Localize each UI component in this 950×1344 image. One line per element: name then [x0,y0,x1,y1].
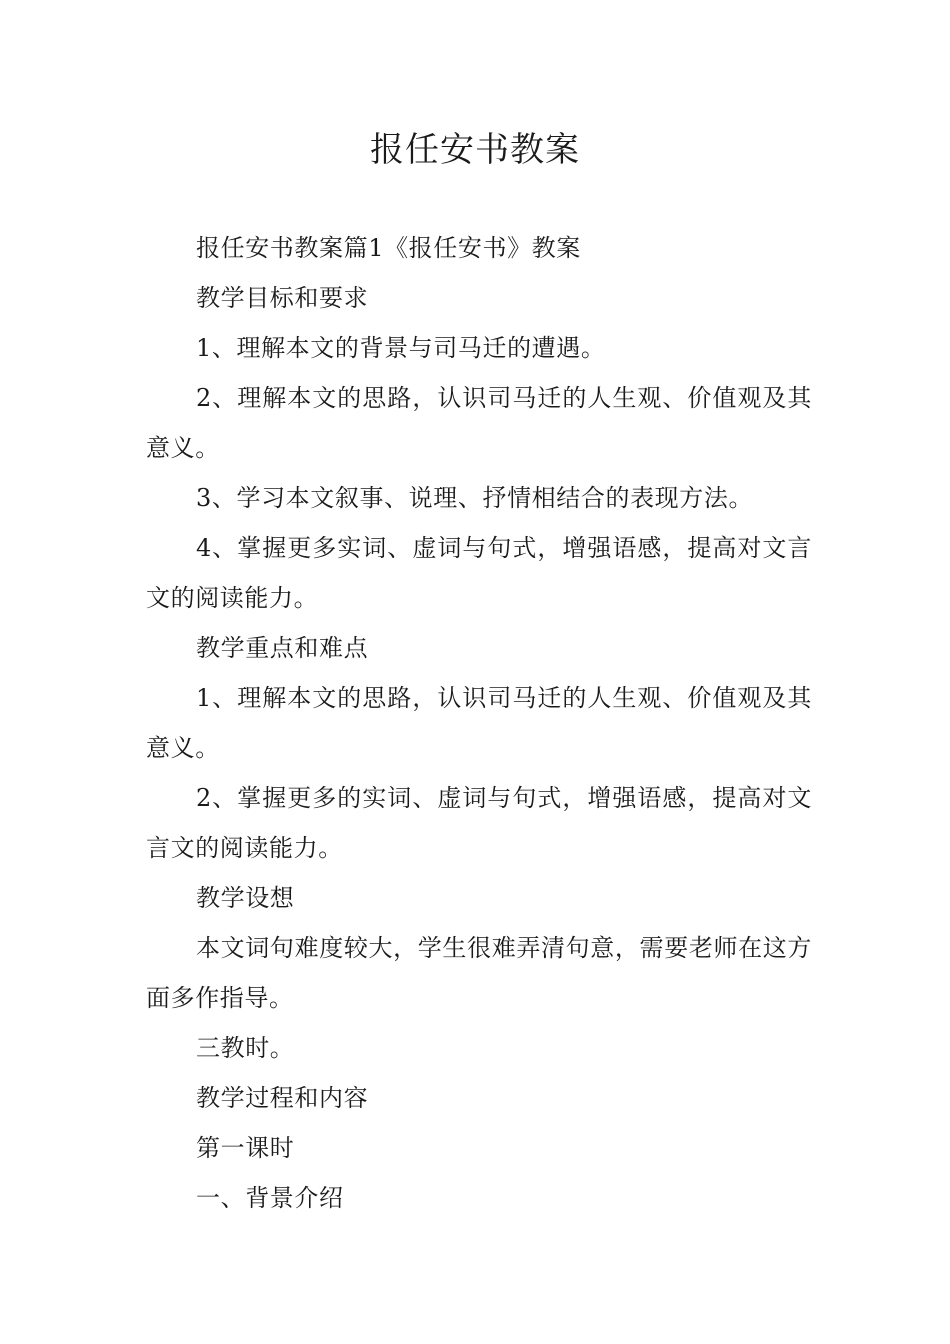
section-heading-key-points: 教学重点和难点 [196,634,369,662]
paragraph-heading: 报任安书教案篇1《报任安书》教案 [196,234,581,262]
paragraph-goal-2: 2、理解本文的思路，认识司马迁的人生观、价值观及其意义。 [146,384,812,462]
section-heading-design: 教学设想 [196,884,295,912]
paragraph-first-lesson: 第一课时 [196,1134,295,1162]
document-title: 报任安书教案 [370,130,580,170]
paragraph-goal-4: 4、掌握更多实词、虚词与句式，增强语感，提高对文言文的阅读能力。 [146,534,812,612]
paragraph-key-point-1: 1、理解本文的思路，认识司马迁的人生观、价值观及其意义。 [146,684,812,762]
paragraph-background-intro: 一、背景介绍 [196,1184,344,1212]
paragraph-key-point-2: 2、掌握更多的实词、虚词与句式，增强语感，提高对文言文的阅读能力。 [146,784,812,862]
paragraph-goal-1: 1、理解本文的背景与司马迁的遭遇。 [196,334,606,362]
section-heading-goals: 教学目标和要求 [196,284,369,312]
paragraph-goal-3: 3、学习本文叙事、说理、抒情相结合的表现方法。 [196,484,754,512]
section-heading-process: 教学过程和内容 [196,1084,369,1112]
paragraph-lesson-count: 三教时。 [196,1034,295,1062]
paragraph-design: 本文词句难度较大，学生很难弄清句意，需要老师在这方面多作指导。 [146,934,812,1012]
document-body [146,223,812,1223]
